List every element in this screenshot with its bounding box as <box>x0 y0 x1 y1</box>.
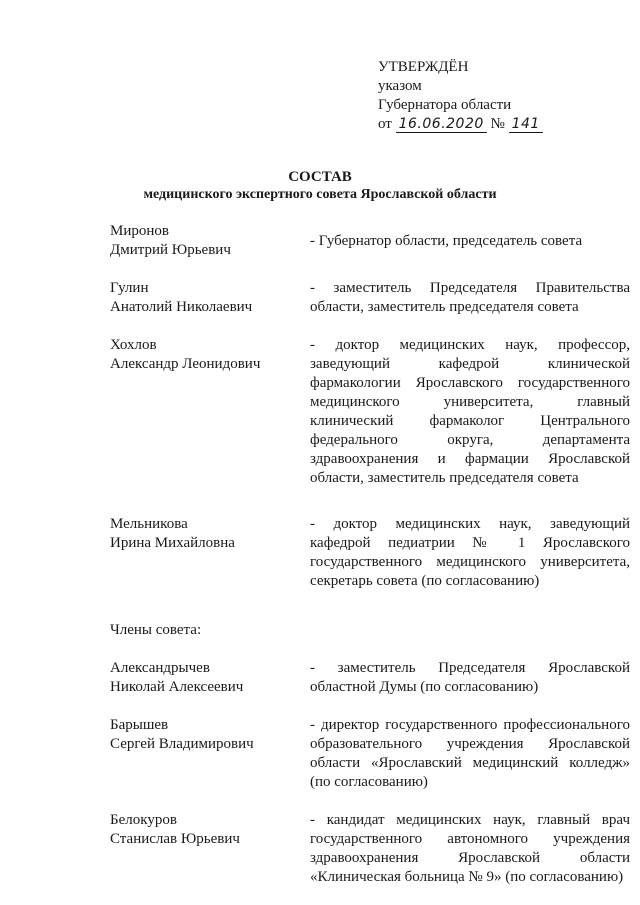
member-name <box>110 279 310 317</box>
member-name <box>110 222 310 260</box>
member-entry <box>110 336 630 488</box>
member-given-name: Александр Леонидович <box>110 356 261 372</box>
members-list <box>110 222 630 887</box>
approval-by-decree: указом <box>378 78 422 94</box>
member-entry <box>110 515 630 591</box>
member-surname: Хохлов <box>110 337 157 353</box>
member-role: - заместитель Председателя Правительства области, заместитель председателя совета <box>310 280 630 315</box>
member-name <box>110 659 310 697</box>
approval-date: 16.06.2020 <box>396 117 487 133</box>
member-surname: Александрычев <box>110 660 210 676</box>
approval-of-governor: Губернатора области <box>378 97 512 113</box>
member-name <box>110 716 310 792</box>
document-title: СОСТАВ <box>288 169 352 185</box>
member-entry <box>110 811 630 887</box>
member-given-name: Дмитрий Юрьевич <box>110 242 231 258</box>
member-entry <box>110 279 630 317</box>
member-surname: Миронов <box>110 223 169 239</box>
member-entry <box>110 222 630 260</box>
member-role: - заместитель Председателя Ярославской областной Думы (по согласованию) <box>310 660 630 695</box>
approval-approved: УТВЕРЖДЁН <box>378 59 469 75</box>
approval-block <box>378 58 628 134</box>
member-given-name: Станислав Юрьевич <box>110 831 240 847</box>
member-surname: Барышев <box>110 717 169 733</box>
member-role: - доктор медицинских наук, заведующий кафедрой педиатрии № 1 Ярославского государственного медицинского университета, секретарь совета (по согласованию) <box>310 516 630 589</box>
member-surname: Белокуров <box>110 812 177 828</box>
member-given-name: Сергей Владимирович <box>110 736 254 752</box>
member-role: - Губернатор области, председатель совета <box>310 233 583 249</box>
approval-from-label: от <box>378 116 392 132</box>
document-subtitle: медицинского экспертного совета Ярославской области <box>143 187 497 202</box>
member-given-name: Николай Алексеевич <box>110 679 244 695</box>
approval-number: 141 <box>509 117 543 133</box>
member-given-name: Анатолий Николаевич <box>110 299 253 315</box>
member-name <box>110 515 310 591</box>
member-name <box>110 811 310 887</box>
member-entry <box>110 659 630 697</box>
member-role: - доктор медицинских наук, профессор, заведующий кафедрой клинической фармакологии Ярославского государственного медицинского университета, главный клинический фармаколог Центрального федерального округа, департамента здравоохранения и фармации Ярославской области, заместитель председателя совета <box>310 337 630 486</box>
member-surname: Мельникова <box>110 516 188 532</box>
member-entry <box>110 716 630 792</box>
member-name <box>110 336 310 488</box>
member-role: - кандидат медицинских наук, главный врач государственного автономного учреждения здравоохранения Ярославской области «Клиническая больница № 9» (по согласованию) <box>310 812 630 885</box>
member-surname: Гулин <box>110 280 149 296</box>
approval-date-line <box>378 115 628 134</box>
approval-number-label: № <box>490 116 505 132</box>
member-role: - директор государственного профессионального образовательного учреждения Ярославской области «Ярославский медицинский колледж» (по согласованию) <box>310 717 630 790</box>
member-given-name: Ирина Михайловна <box>110 535 235 551</box>
members-section-label: Члены совета: <box>110 622 202 638</box>
